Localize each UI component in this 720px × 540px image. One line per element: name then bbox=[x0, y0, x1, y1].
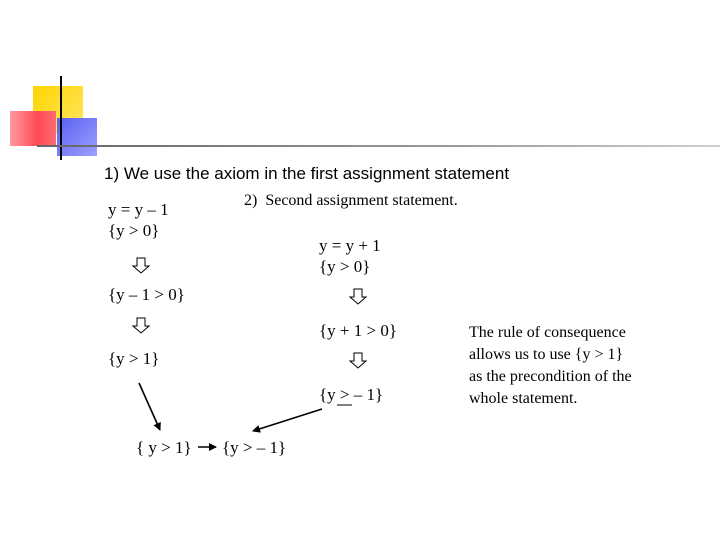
slide-heading: 1) We use the axiom in the first assignment statement bbox=[104, 164, 510, 183]
note-line-2: allows us to use {y > 1} bbox=[469, 346, 624, 363]
down-arrow-icon bbox=[133, 258, 149, 273]
note-line-1: The rule of consequence bbox=[469, 324, 626, 341]
left-substituted: {y – 1 > 0} bbox=[108, 285, 185, 304]
arrow-middle-to-bottom bbox=[253, 409, 322, 431]
middle-assignment: y = y + 1 bbox=[319, 236, 381, 255]
middle-substituted: {y + 1 > 0} bbox=[319, 321, 397, 340]
left-result: {y > 1} bbox=[108, 349, 160, 368]
left-postcondition: {y > 0} bbox=[108, 221, 160, 240]
bottom-rhs: {y > – 1} bbox=[222, 438, 287, 457]
middle-postcondition: {y > 0} bbox=[319, 257, 371, 276]
down-arrow-icon bbox=[133, 318, 149, 333]
down-arrow-icon bbox=[350, 289, 366, 304]
down-arrow-icon bbox=[350, 353, 366, 368]
bottom-lhs: { y > 1} bbox=[136, 438, 192, 457]
note-line-3: as the precondition of the bbox=[469, 368, 632, 385]
middle-title: 2) Second assignment statement. bbox=[244, 192, 458, 209]
arrow-left-to-bottom bbox=[139, 383, 160, 430]
middle-result: {y > – 1} bbox=[319, 385, 384, 404]
note-line-4: whole statement. bbox=[469, 390, 578, 407]
left-assignment: y = y – 1 bbox=[108, 200, 169, 219]
